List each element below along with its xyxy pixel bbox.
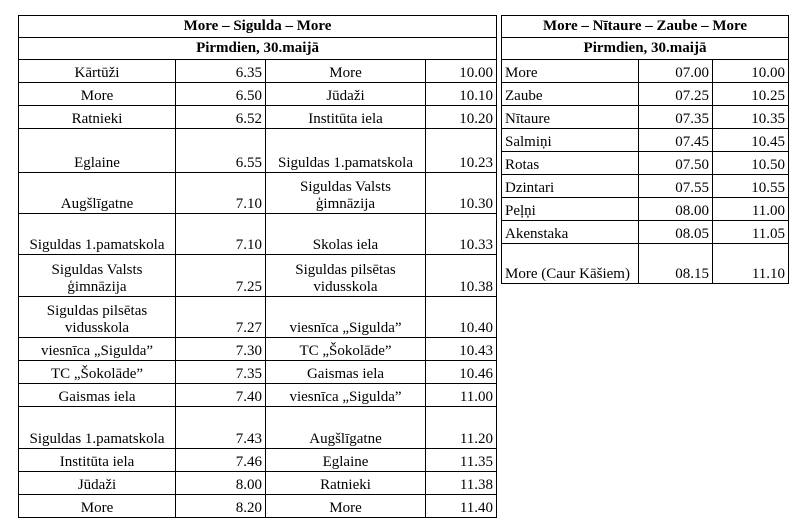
time-cell: 07.50 — [639, 152, 713, 175]
stop-cell: Kārtūži — [19, 60, 176, 83]
stop-cell: TC „Šokolāde” — [266, 338, 426, 361]
table-row — [19, 106, 497, 129]
time-cell: 07.00 — [639, 60, 713, 83]
table-row — [19, 83, 497, 106]
table-row — [502, 244, 789, 284]
time-cell: 10.33 — [426, 214, 497, 255]
time-cell: 10.35 — [713, 106, 789, 129]
table-row — [502, 129, 789, 152]
time-cell: 10.20 — [426, 106, 497, 129]
time-cell: 10.43 — [426, 338, 497, 361]
stop-cell: More — [19, 83, 176, 106]
stop-cell: Salmiņi — [502, 129, 639, 152]
table-row — [502, 152, 789, 175]
time-cell: 6.52 — [176, 106, 266, 129]
time-cell: 8.20 — [176, 495, 266, 518]
time-cell: 10.50 — [713, 152, 789, 175]
stop-cell: More — [266, 495, 426, 518]
table-date: Pirmdien, 30.maijā — [502, 38, 789, 60]
time-cell: 7.35 — [176, 361, 266, 384]
table-row — [19, 129, 497, 173]
stop-cell: Skolas iela — [266, 214, 426, 255]
time-cell: 10.30 — [426, 173, 497, 214]
time-cell: 11.00 — [713, 198, 789, 221]
more-sigulda-schedule-table — [18, 15, 497, 518]
time-cell: 7.10 — [176, 173, 266, 214]
stop-cell: Augšlīgatne — [266, 407, 426, 449]
time-cell: 11.40 — [426, 495, 497, 518]
table-title: More – Nītaure – Zaube – More — [502, 16, 789, 38]
time-cell: 10.00 — [426, 60, 497, 83]
table-row — [19, 449, 497, 472]
stop-cell: Eglaine — [19, 129, 176, 173]
stop-cell: Rotas — [502, 152, 639, 175]
time-cell: 11.00 — [426, 384, 497, 407]
stop-cell: Jūdaži — [266, 83, 426, 106]
time-cell: 6.35 — [176, 60, 266, 83]
time-cell: 10.23 — [426, 129, 497, 173]
stop-cell: More (Caur Kāšiem) — [502, 244, 639, 284]
time-cell: 10.40 — [426, 297, 497, 338]
table-row — [19, 214, 497, 255]
table-row — [19, 60, 497, 83]
stop-cell: Ratnieki — [19, 106, 176, 129]
time-cell: 08.00 — [639, 198, 713, 221]
table-row — [19, 495, 497, 518]
time-cell: 8.00 — [176, 472, 266, 495]
time-cell: 07.25 — [639, 83, 713, 106]
table-row — [19, 407, 497, 449]
stop-cell: viesnīca „Sigulda” — [266, 384, 426, 407]
time-cell: 7.10 — [176, 214, 266, 255]
schedule-body — [19, 60, 497, 518]
time-cell: 11.20 — [426, 407, 497, 449]
schedule-body — [502, 60, 789, 284]
time-cell: 6.55 — [176, 129, 266, 173]
stop-cell: Institūta iela — [266, 106, 426, 129]
table-row — [19, 297, 497, 338]
time-cell: 7.25 — [176, 255, 266, 297]
stop-cell: Eglaine — [266, 449, 426, 472]
table-row — [19, 338, 497, 361]
stop-cell: Nītaure — [502, 106, 639, 129]
time-cell: 6.50 — [176, 83, 266, 106]
time-cell: 7.40 — [176, 384, 266, 407]
stop-cell: viesnīca „Sigulda” — [19, 338, 176, 361]
time-cell: 08.05 — [639, 221, 713, 244]
stop-cell: Dzintari — [502, 175, 639, 198]
table-row — [502, 60, 789, 83]
stop-cell: TC „Šokolāde” — [19, 361, 176, 384]
stop-cell: Siguldas 1.pamatskola — [19, 407, 176, 449]
stop-cell: Peļņi — [502, 198, 639, 221]
stop-cell: Siguldas Valsts ģimnāzija — [19, 255, 176, 297]
stop-cell: Siguldas 1.pamatskola — [266, 129, 426, 173]
stop-cell: More — [19, 495, 176, 518]
time-cell: 10.46 — [426, 361, 497, 384]
time-cell: 11.05 — [713, 221, 789, 244]
table-row — [502, 106, 789, 129]
stop-cell: Siguldas 1.pamatskola — [19, 214, 176, 255]
stop-cell: Akenstaka — [502, 221, 639, 244]
table-row — [502, 83, 789, 106]
table-row — [19, 361, 497, 384]
time-cell: 07.35 — [639, 106, 713, 129]
table-row — [19, 472, 497, 495]
time-cell: 7.30 — [176, 338, 266, 361]
time-cell: 08.15 — [639, 244, 713, 284]
time-cell: 10.10 — [426, 83, 497, 106]
time-cell: 10.55 — [713, 175, 789, 198]
stop-cell: Gaismas iela — [19, 384, 176, 407]
stop-cell: More — [502, 60, 639, 83]
stop-cell: Ratnieki — [266, 472, 426, 495]
time-cell: 11.35 — [426, 449, 497, 472]
table-row — [19, 384, 497, 407]
stop-cell: Siguldas pilsētas vidusskola — [19, 297, 176, 338]
stop-cell: Siguldas pilsētas vidusskola — [266, 255, 426, 297]
table-row — [19, 255, 497, 297]
time-cell: 7.27 — [176, 297, 266, 338]
time-cell: 10.25 — [713, 83, 789, 106]
stop-cell: Augšlīgatne — [19, 173, 176, 214]
stop-cell: Zaube — [502, 83, 639, 106]
stop-cell: More — [266, 60, 426, 83]
time-cell: 11.38 — [426, 472, 497, 495]
time-cell: 10.38 — [426, 255, 497, 297]
time-cell: 7.43 — [176, 407, 266, 449]
stop-cell: Gaismas iela — [266, 361, 426, 384]
table-row — [19, 173, 497, 214]
time-cell: 07.45 — [639, 129, 713, 152]
time-cell: 10.00 — [713, 60, 789, 83]
table-row — [502, 175, 789, 198]
time-cell: 11.10 — [713, 244, 789, 284]
time-cell: 10.45 — [713, 129, 789, 152]
table-title: More – Sigulda – More — [19, 16, 497, 38]
stop-cell: viesnīca „Sigulda” — [266, 297, 426, 338]
table-row — [502, 221, 789, 244]
stop-cell: Institūta iela — [19, 449, 176, 472]
table-date: Pirmdien, 30.maijā — [19, 38, 497, 60]
more-nitaure-zaube-schedule-table — [501, 15, 789, 284]
time-cell: 07.55 — [639, 175, 713, 198]
table-row — [502, 198, 789, 221]
stop-cell: Siguldas Valsts ģimnāzija — [266, 173, 426, 214]
time-cell: 7.46 — [176, 449, 266, 472]
stop-cell: Jūdaži — [19, 472, 176, 495]
